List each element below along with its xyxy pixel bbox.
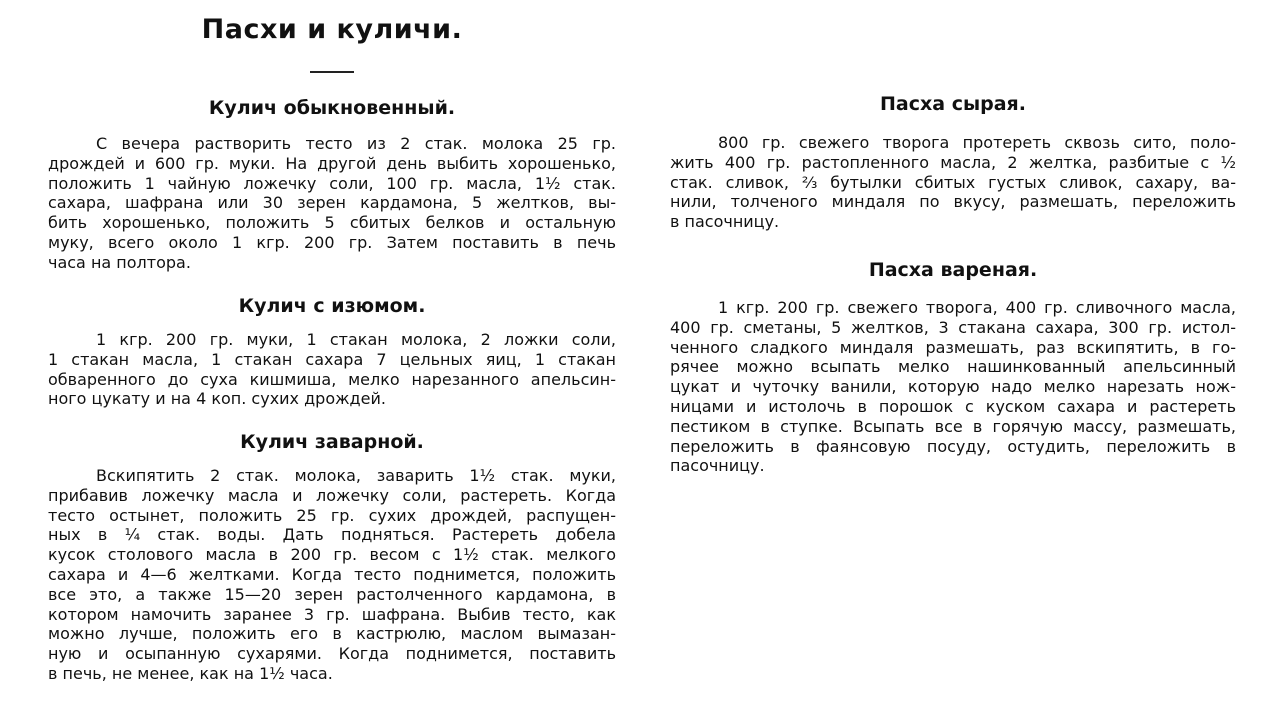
text-line: можно лучше, положить его в кастрюлю, маслом вымазан-: [48, 624, 616, 644]
text-line: котором намочить заранее 3 гр. шафрана. Выбив тесто, как: [48, 604, 616, 624]
text-line: 400 гр. сметаны, 5 желтков, 3 стакана сахара, 300 гр. истол-: [670, 317, 1236, 337]
text-line: пестиком в ступке. Всыпать все в горячую массу, размешать,: [670, 416, 1236, 436]
recipe-kulich-s-izyumom: [48, 330, 616, 409]
text-line: обваренного до суха кишмиша, мелко нарезанного апельсин-: [48, 369, 616, 389]
text-line: 1 кгр. 200 гр. свежего творога, 400 гр. сливочного масла,: [718, 298, 1236, 317]
text-line: С вечера растворить тесто из 2 стак. молока 25 гр.: [96, 134, 616, 153]
page-title: Пасхи и куличи.: [201, 14, 463, 45]
recipe-paskha-syraya: [670, 133, 1236, 232]
text-line: ную и осыпанную сухарями. Когда поднимется, поставить: [48, 644, 616, 664]
text-line: часа на полтора.: [48, 252, 191, 272]
text-line: переложить в фаянсовую посуду, остудить, переложить в: [670, 436, 1236, 456]
text-line: сахара и 4—6 желтками. Когда тесто поднимется, положить: [48, 564, 616, 584]
text-line: ницами и истолочь в порошок с куском сахара и растереть: [670, 396, 1236, 416]
text-line: стак. сливок, ⅔ бутылки сбитых густых сливок, сахару, ва-: [670, 172, 1236, 192]
recipe-paskha-varenaya: [670, 298, 1236, 476]
text-line: рячее можно всыпать мелко нашинкованный апельсинный: [670, 357, 1236, 377]
section-heading-kulich-zavarnoy: Кулич заварной.: [240, 431, 424, 453]
section-heading-paskha-varenaya: Пасха вареная.: [868, 259, 1038, 281]
text-line: муку, всего около 1 кгр. 200 гр. Затем поставить в печь: [48, 232, 616, 252]
title-divider: [310, 71, 354, 73]
text-line: ного цукату и на 4 коп. сухих дрождей.: [48, 389, 386, 409]
text-line: бить хорошенько, положить 5 сбитых белков и остальную: [48, 213, 616, 233]
text-line: кусок столового масла в 200 гр. весом с 1½ стак. мелкого: [48, 545, 616, 565]
text-line: ченного сладкого миндаля размешать, раз вскипятить, в го-: [670, 337, 1236, 357]
text-line: все это, а также 15—20 зерен растолченного кардамона, в: [48, 584, 616, 604]
recipe-kulich-obyknovenny: [48, 134, 616, 273]
text-line: прибавив ложечку масла и ложечку соли, растереть. Когда: [48, 485, 616, 505]
text-line: цукат и чуточку ванили, которую надо мелко нарезать нож-: [670, 377, 1236, 397]
text-line: нили, толченого миндаля по вкусу, размешать, переложить: [670, 192, 1236, 212]
text-line: 1 кгр. 200 гр. муки, 1 стакан молока, 2 ложки соли,: [96, 330, 616, 349]
section-heading-paskha-syraya: Пасха сырая.: [880, 93, 1026, 115]
text-line: 800 гр. свежего творога протереть сквозь сито, поло-: [718, 133, 1236, 152]
text-line: дрождей и 600 гр. муки. На другой день выбить хорошенько,: [48, 153, 616, 173]
section-heading-kulich-s-izyumom: Кулич с изюмом.: [238, 295, 426, 317]
text-line: жить 400 гр. растопленного масла, 2 желтка, разбитые с ½: [670, 152, 1236, 172]
text-line: в пасочницу.: [670, 212, 780, 232]
text-line: положить 1 чайную ложечку соли, 100 гр. масла, 1½ стак.: [48, 173, 616, 193]
recipe-kulich-zavarnoy: [48, 466, 616, 684]
text-line: ных в ¼ стак. воды. Дать подняться. Растереть добела: [48, 525, 616, 545]
text-line: тесто остынет, положить 25 гр. сухих дрождей, распущен-: [48, 505, 616, 525]
section-heading-kulich-obyknovenny: Кулич обыкновенный.: [208, 97, 456, 119]
text-line: 1 стакан масла, 1 стакан сахара 7 цельных яиц, 1 стакан: [48, 349, 616, 369]
text-line: в печь, не менее, как на 1½ часа.: [48, 663, 333, 683]
text-line: пасочницу.: [670, 456, 765, 476]
text-line: Вскипятить 2 стак. молока, заварить 1½ стак. муки,: [96, 466, 616, 485]
text-line: сахара, шафрана или 30 зерен кардамона, 5 желтков, вы-: [48, 193, 616, 213]
